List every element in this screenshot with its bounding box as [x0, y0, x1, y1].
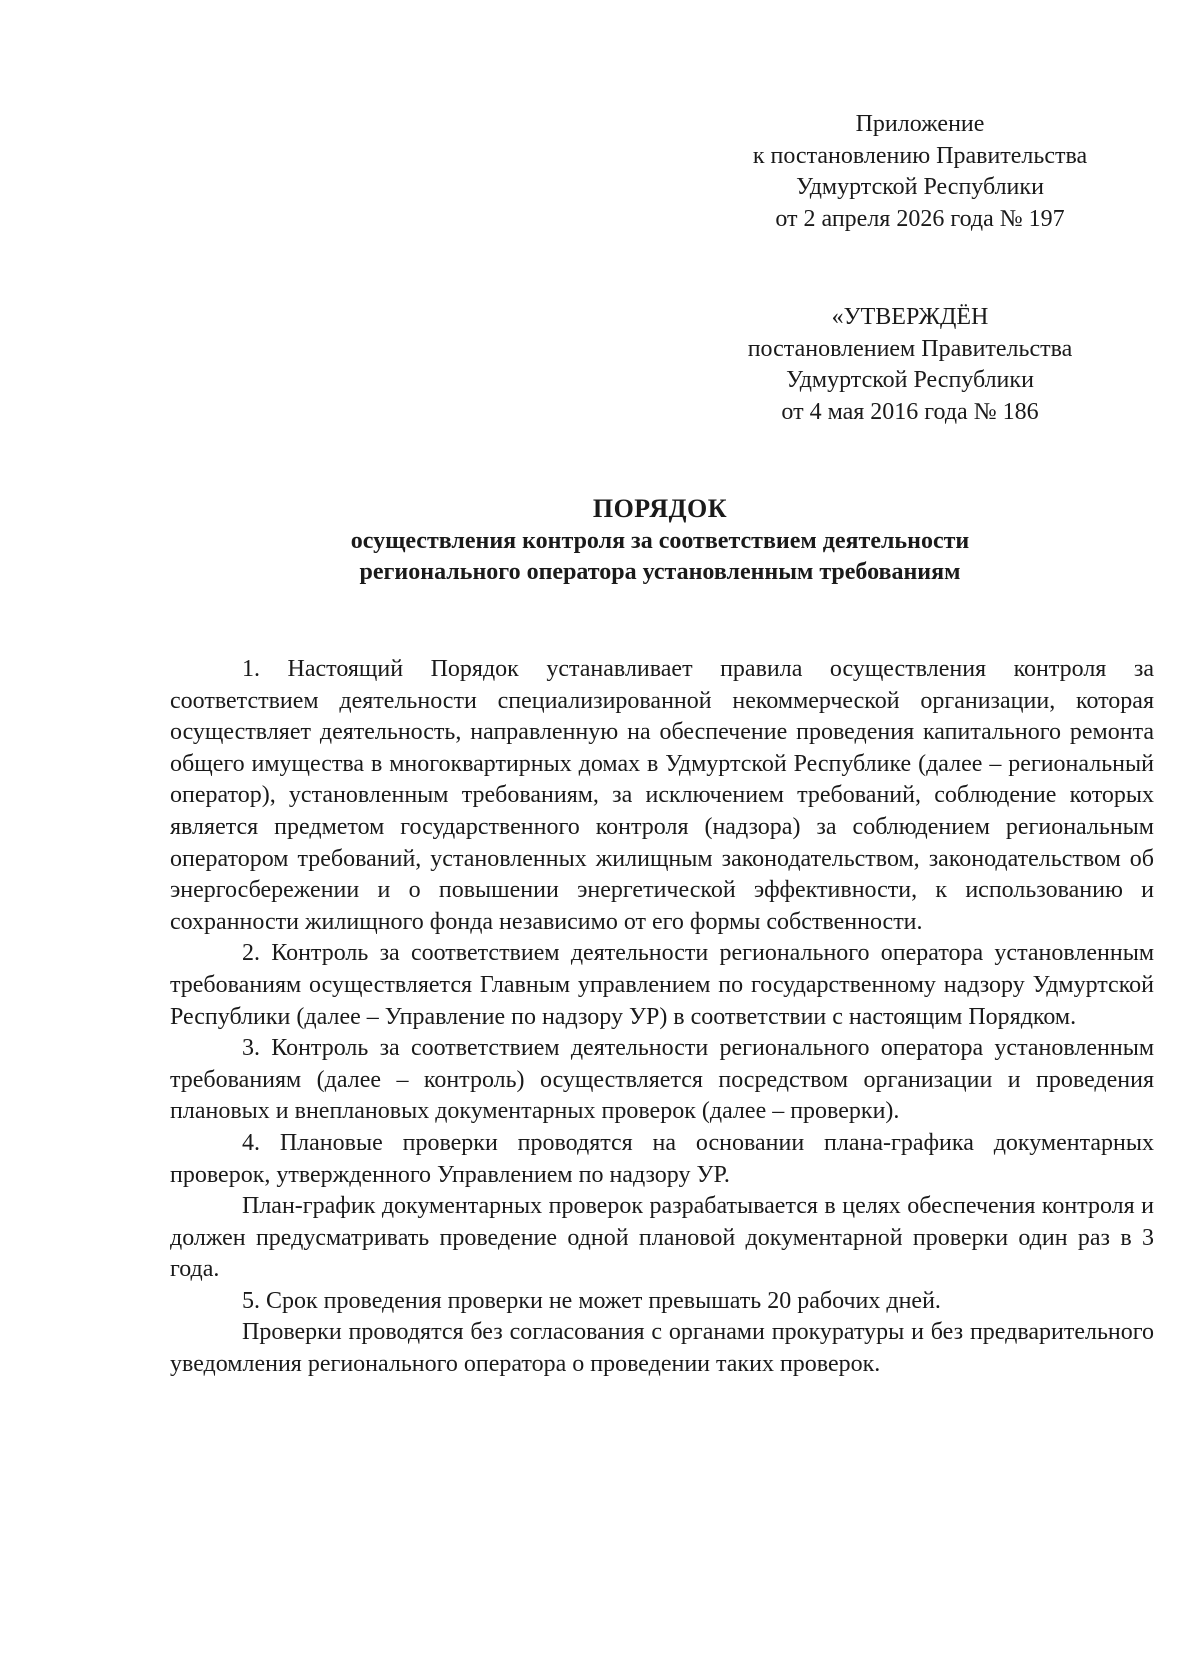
approval-date-number: от 4 мая 2016 года № 186: [781, 398, 1039, 425]
appendix-date-number: от 2 апреля 2026 года № 197: [775, 205, 1065, 232]
document-title-block: [180, 492, 1140, 588]
document-subtitle-line-1: осуществления контроля за соответствием деятельности: [350, 528, 970, 554]
document-body: [170, 654, 1154, 1381]
approval-decree-ref: постановлением Правительства: [747, 335, 1073, 362]
appendix-label: Приложение: [855, 111, 985, 137]
paragraph-1: 1. Настоящий Порядок устанавливает правила осуществления контроля за соответствием деятельности специализированной некоммерческой организации, которая осуществляет деятельность, направленную на обеспечение проведения капитального ремонта общего имущества в многоквартирных домах в Удмуртской Республике (далее – региональный оператор), установленным требованиям, за исключением требований, соблюдение которых является предметом государственного контроля (надзора) за соблюдением региональным оператором требований, установленных жилищным законодательством, законодательством об энергосбережении и о повышении энергетической эффективности, к использованию и сохранности жилищного фонда независимо от его формы собственности.: [170, 656, 1154, 935]
appendix-decree-ref: к постановлению Правительства: [752, 142, 1088, 169]
approval-label: «УТВЕРЖДЁН: [831, 304, 989, 330]
approval-header: [700, 302, 1120, 428]
appendix-header: [700, 109, 1140, 235]
document-title: ПОРЯДОК: [592, 494, 728, 523]
paragraph-4: 4. Плановые проверки проводятся на основании плана-графика документарных проверок, утвержденного Управлением по надзору УР.: [170, 1129, 1154, 1188]
paragraph-5-checks: Проверки проводятся без согласования с органами прокуратуры и без предварительного уведомления регионального оператора о проведении таких проверок.: [170, 1319, 1154, 1378]
paragraph-3: 3. Контроль за соответствием деятельности регионального оператора установленным требованиям (далее – контроль) осуществляется посредством организации и проведения плановых и внеплановых документарных проверок (далее – проверки).: [170, 1035, 1154, 1125]
paragraph-4-plan: План-график документарных проверок разрабатывается в целях обеспечения контроля и должен предусматривать проведение одной плановой документарной проверки один раз в 3 года.: [170, 1193, 1154, 1283]
paragraph-5: 5. Срок проведения проверки не может превышать 20 рабочих дней.: [242, 1287, 941, 1314]
paragraph-2: 2. Контроль за соответствием деятельности регионального оператора установленным требованиям осуществляется Главным управлением по государственному надзору Удмуртской Республики (далее – Управление по надзору УР) в соответствии с настоящим Порядком.: [170, 940, 1154, 1030]
document-subtitle-line-2: регионального оператора установленным требованиям: [359, 559, 961, 585]
approval-republic: Удмуртской Республики: [786, 367, 1034, 393]
appendix-republic: Удмуртской Республики: [796, 174, 1044, 200]
